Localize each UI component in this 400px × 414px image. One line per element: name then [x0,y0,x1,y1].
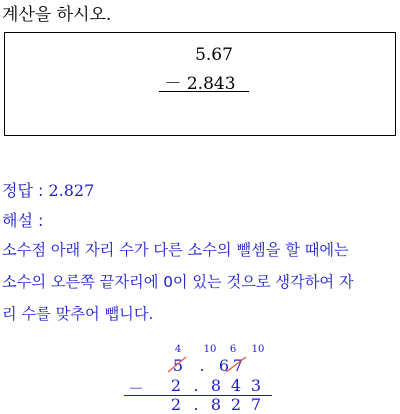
bottom-point: . [193,376,199,395]
strike-slash [168,357,186,372]
borrow-mark: 4 [174,344,182,355]
result-digit: 8 [210,395,222,414]
explanation-line: 리 수를 맞추어 뺍니다. [2,305,154,323]
problem-top-number: 5.67 [195,45,233,65]
answer-label: 정답 : [2,181,44,200]
top-digit: 5 [172,356,184,375]
result-digit: 2 [230,395,242,414]
explanation-line: 소수점 아래 자리 수가 다른 소수의 뺄셈을 할 때에는 [2,241,349,259]
instruction: 계산을 하시오. [2,5,112,25]
strike-slash [226,357,246,372]
explanation-line: 소수의 오른쪽 끝자리에 0이 있는 것으로 생각하여 자 [2,273,354,291]
bottom-digit: 4 [230,376,242,395]
top-digit: 7 [232,356,244,375]
bottom-digit: 2 [170,376,182,395]
bottom-digit: 3 [250,376,262,395]
bottom-digit: 8 [210,376,222,395]
borrow-mark: 10 [203,344,217,355]
minus-sign: － [127,379,144,398]
top-point: . [199,356,205,375]
answer-value: 2.827 [48,181,95,200]
result-point: . [193,395,199,414]
result-digit: 2 [170,395,182,414]
result-digit: 7 [250,395,262,414]
borrow-mark: 10 [251,344,265,355]
top-digit: 6 [218,356,230,375]
borrow-mark: 6 [229,344,237,355]
problem-bottom-number: － 2.843 [164,74,236,94]
explanation-label: 해설 : [2,211,44,230]
